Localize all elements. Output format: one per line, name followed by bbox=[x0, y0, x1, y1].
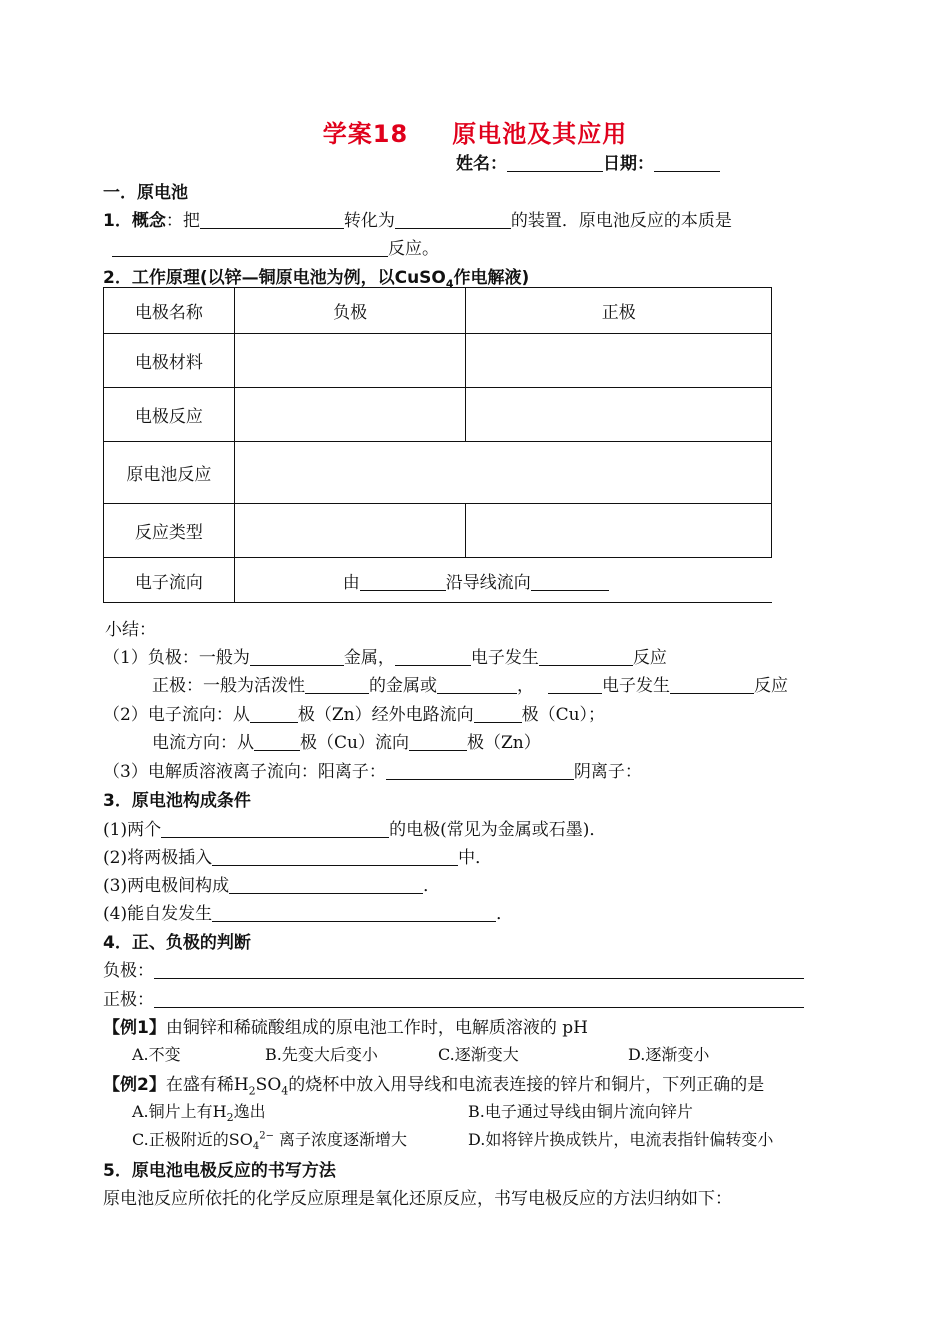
section4-heading: 4．正、负极的判断 bbox=[103, 933, 251, 953]
example2-option-d[interactable]: D.如将锌片换成铁片，电流表指针偏转变小 bbox=[468, 1130, 774, 1149]
concept-blank-3[interactable] bbox=[112, 238, 388, 257]
row-label-reaction: 电极反应 bbox=[104, 388, 235, 442]
concept-blank-1[interactable] bbox=[200, 210, 344, 229]
example1-option-d[interactable]: D.逐渐变小 bbox=[628, 1045, 710, 1064]
row-label-material: 电极材料 bbox=[104, 334, 235, 388]
table-row bbox=[104, 334, 772, 388]
summary-line-4: 电流方向：从 极（Cu）流向 极（Zn） bbox=[152, 733, 541, 753]
type-negative-cell[interactable] bbox=[234, 504, 466, 558]
example2-option-b[interactable]: B.电子通过导线由铜片流向锌片 bbox=[468, 1102, 693, 1121]
summary-label: 小结： bbox=[105, 620, 156, 640]
blank[interactable] bbox=[254, 732, 300, 751]
blank[interactable] bbox=[250, 647, 344, 666]
example1-question: 【例1】由铜锌和稀硫酸组成的原电池工作时，电解质溶液的 pH bbox=[103, 1018, 588, 1038]
blank[interactable] bbox=[212, 903, 496, 922]
blank[interactable] bbox=[229, 875, 423, 894]
blank[interactable] bbox=[437, 675, 517, 694]
positive-judge-line: 正极： bbox=[103, 985, 804, 1010]
row-label-electron-flow: 电子流向 bbox=[104, 558, 235, 603]
condition-2: (2)将两极插入 中． bbox=[103, 848, 493, 868]
blank[interactable] bbox=[305, 675, 369, 694]
material-negative-cell[interactable] bbox=[234, 334, 466, 388]
table-row bbox=[104, 288, 772, 334]
negative-judge-line: 负极： bbox=[103, 956, 804, 981]
principle-table bbox=[103, 287, 772, 603]
concept-blank-2[interactable] bbox=[395, 210, 511, 229]
table-row bbox=[104, 558, 772, 603]
summary-line-5: （3）电解质溶液离子流向：阳离子： 阴离子： bbox=[103, 762, 642, 782]
section5-heading: 5．原电池电极反应的书写方法 bbox=[103, 1161, 336, 1181]
reaction-positive-cell[interactable] bbox=[466, 388, 772, 442]
section1-heading: 一．原电池 bbox=[103, 183, 188, 203]
example1-option-a[interactable]: A.不变 bbox=[132, 1045, 181, 1064]
electron-flow-cell: 由 沿导线流向 bbox=[234, 558, 771, 603]
example2-question: 【例2】在盛有稀$H_2SO_4$的烧杯中放入用导线和电流表连接的锌片和铜片，下列正确的是 bbox=[103, 1075, 765, 1098]
negative-judge-blank[interactable] bbox=[154, 960, 804, 979]
material-positive-cell[interactable] bbox=[466, 334, 772, 388]
cell-reaction-cell[interactable] bbox=[234, 442, 771, 504]
condition-3: (3)两电极间构成 ． bbox=[103, 876, 441, 896]
blank[interactable] bbox=[386, 761, 574, 780]
table-row bbox=[104, 442, 772, 504]
table-header-negative: 负极 bbox=[234, 288, 466, 334]
condition-1: (1)两个 的电极(常见为金属或石墨)． bbox=[103, 820, 607, 840]
blank[interactable] bbox=[395, 647, 471, 666]
blank[interactable] bbox=[161, 819, 389, 838]
name-date-line: 姓名： 日期： bbox=[456, 149, 720, 174]
name-blank[interactable] bbox=[507, 153, 603, 172]
blank[interactable] bbox=[474, 704, 522, 723]
principle-heading: 2．工作原理(以锌—铜原电池为例，以CuSO$_4$作电解液) bbox=[103, 268, 530, 291]
reaction-negative-cell[interactable] bbox=[234, 388, 466, 442]
blank[interactable] bbox=[670, 675, 754, 694]
flow-from-blank[interactable] bbox=[360, 572, 446, 591]
table-row bbox=[104, 504, 772, 558]
row-label-reaction-type: 反应类型 bbox=[104, 504, 235, 558]
type-positive-cell[interactable] bbox=[466, 504, 772, 558]
positive-judge-blank[interactable] bbox=[154, 989, 804, 1008]
blank[interactable] bbox=[250, 704, 298, 723]
concept-line-2: 反应。 bbox=[112, 234, 439, 259]
section5-text: 原电池反应所依托的化学反应原理是氧化还原反应，书写电极反应的方法归纳如下： bbox=[103, 1189, 732, 1209]
blank[interactable] bbox=[539, 647, 633, 666]
section3-heading: 3．原电池构成条件 bbox=[103, 791, 251, 811]
condition-4: (4)能自发发生 ． bbox=[103, 904, 514, 924]
example1-option-b[interactable]: B.先变大后变小 bbox=[265, 1045, 378, 1064]
example1-option-c[interactable]: C.逐渐变大 bbox=[438, 1045, 519, 1064]
blank[interactable] bbox=[548, 675, 602, 694]
flow-to-blank[interactable] bbox=[531, 572, 609, 591]
summary-line-1: （1）负极：一般为 金属， 电子发生 反应 bbox=[103, 648, 667, 668]
table-header-name: 电极名称 bbox=[104, 288, 235, 334]
example2-option-c[interactable]: C.正极附近的$SO_4^{2-}$ 离子浓度逐渐增大 bbox=[132, 1130, 408, 1153]
table-header-positive: 正极 bbox=[466, 288, 772, 334]
summary-line-2: 正极：一般为活泼性 的金属或 ， 电子发生 反应 bbox=[152, 676, 788, 696]
example2-option-a[interactable]: A.铜片上有$H_2$逸出 bbox=[132, 1102, 266, 1125]
blank[interactable] bbox=[409, 732, 467, 751]
table-row bbox=[104, 388, 772, 442]
date-blank[interactable] bbox=[654, 153, 720, 172]
row-label-cell-reaction: 原电池反应 bbox=[104, 442, 235, 504]
summary-line-3: （2）电子流向：从 极（Zn）经外电路流向 极（Cu）； bbox=[103, 705, 606, 725]
blank[interactable] bbox=[212, 847, 458, 866]
page-title: 学案18 原电池及其应用 bbox=[322, 120, 628, 148]
concept-line: 1．概念：把 转化为 的装置．原电池反应的本质是 bbox=[103, 211, 732, 231]
